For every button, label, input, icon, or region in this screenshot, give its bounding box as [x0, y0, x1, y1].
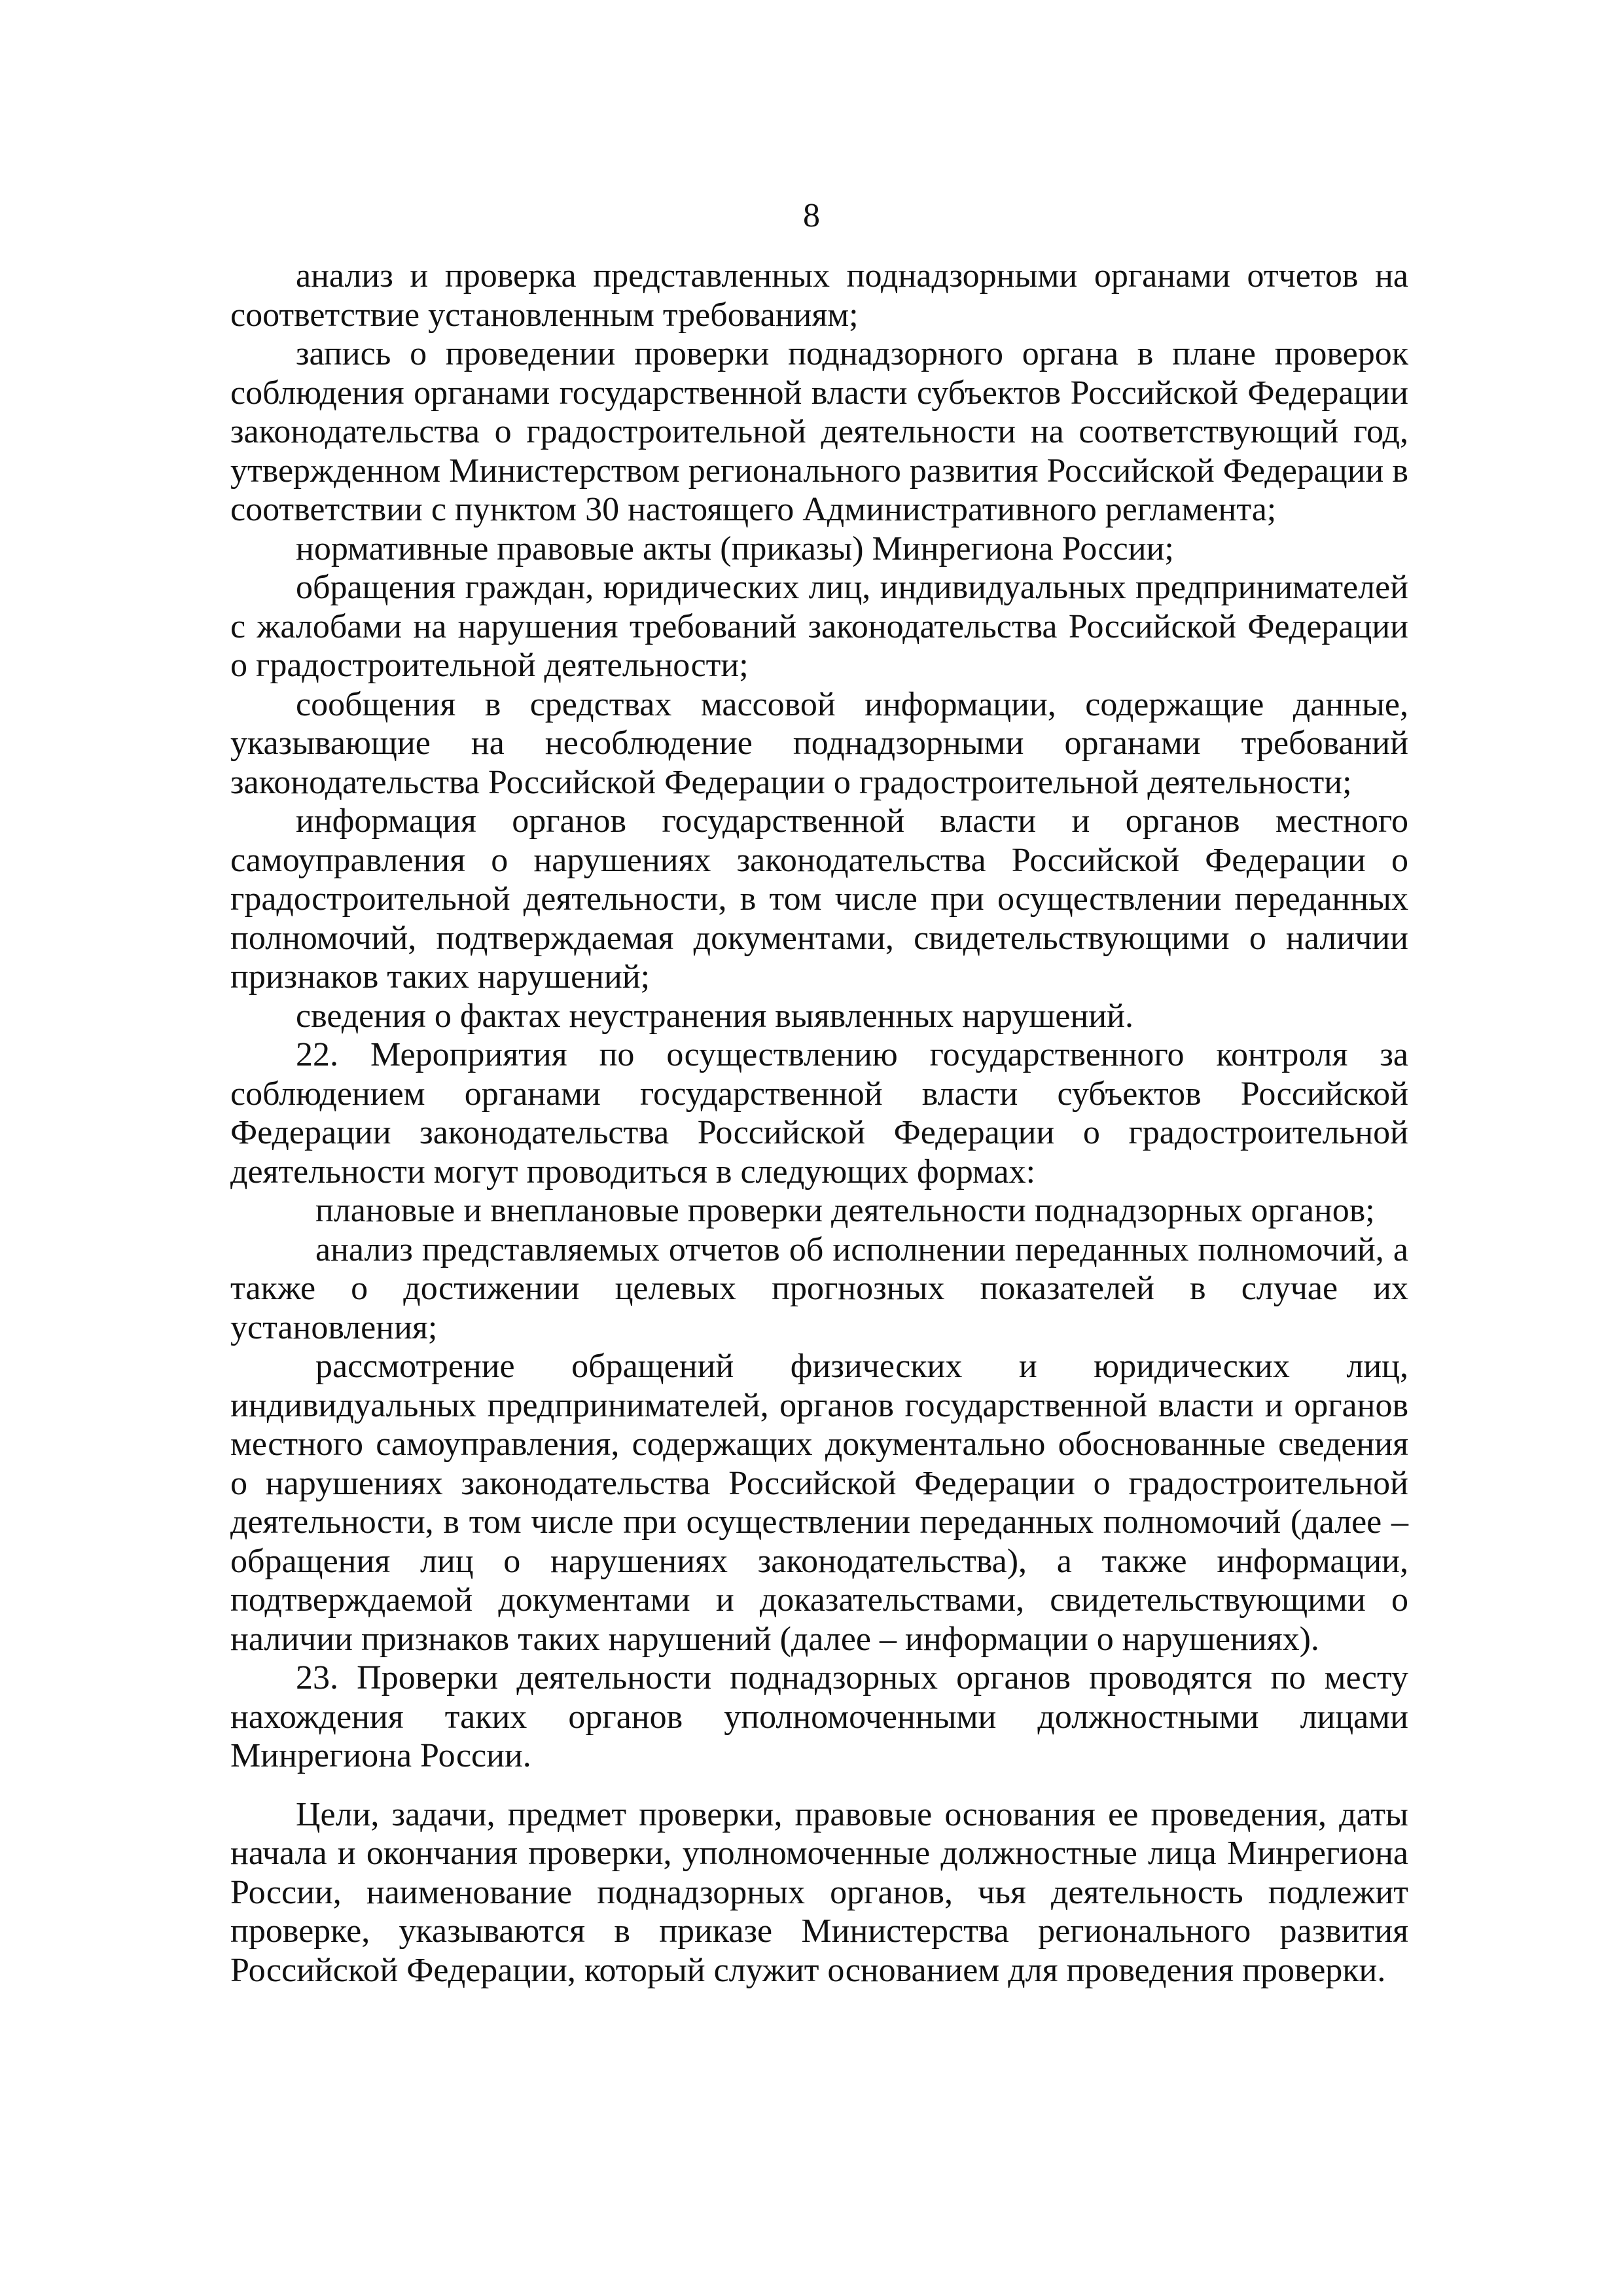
paragraph-section-22: 22. Мероприятия по осуществлению государственного контроля за соблюдением органами государственной власти субъектов Российской Федерации законодательства Российской Федерации о градостроительной деятельности могут проводиться в следующих формах:: [230, 1036, 1408, 1191]
paragraph-authorities-information: информация органов государственной власти и органов местного самоуправления о нарушениях законодательства Российской Федерации о градостроительной деятельности, в том числе при осуществлении переданных полномочий, подтверждаемая документами, свидетельствующими о наличии признаков таких нарушений;: [230, 802, 1408, 996]
paragraph-unresolved-violations: сведения о фактах неустранения выявленных нарушений.: [296, 997, 1133, 1035]
document-body: [230, 257, 1408, 1990]
paragraph-reports-analysis: анализ и проверка представленных поднадзорными органами отчетов на соответствие установленным требованиям;: [230, 257, 1408, 334]
paragraph-inspection-plan-record: запись о проведении проверки поднадзорного органа в плане проверок соблюдения органами государственной власти субъектов Российской Федерации законодательства о градостроительной деятельности на соответствующий год, утвержденном Министерством регионального развития Российской Федерации в соответствии с пунктом 30 настоящего Административного регламента;: [230, 335, 1408, 528]
paragraph-section-23: 23. Проверки деятельности поднадзорных органов проводятся по месту нахождения таких органов уполномоченными должностными лицами Минрегиона России.: [230, 1659, 1408, 1774]
page-number: 8: [803, 197, 820, 234]
paragraph-normative-acts: нормативные правовые акты (приказы) Минрегиона России;: [296, 529, 1174, 567]
paragraph-scheduled-inspections: плановые и внеплановые проверки деятельности поднадзорных органов;: [315, 1192, 1375, 1229]
paragraph-appeals-review: рассмотрение обращений физических и юридических лиц, индивидуальных предпринимателей, органов государственной власти и органов местного самоуправления, содержащих документально обоснованные сведения о нарушениях законодательства Российской Федерации о градостроительной деятельности, в том числе при осуществлении переданных полномочий (далее – обращения лиц о нарушениях законодательства), а также информации, подтверждаемой документами и доказательствами, свидетельствующими о наличии признаков таких нарушений (далее – информации о нарушениях).: [230, 1348, 1408, 1658]
paragraph-media-reports: сообщения в средствах массовой информации, содержащие данные, указывающие на несоблюдение поднадзорными органами требований законодательства Российской Федерации о градостроительной деятельности;: [230, 685, 1408, 801]
paragraph-citizen-complaints: обращения граждан, юридических лиц, индивидуальных предпринимателей с жалобами на нарушения требований законодательства Российской Федерации о градостроительной деятельности;: [230, 569, 1408, 684]
paragraph-reports-review: анализ представляемых отчетов об исполнении переданных полномочий, а также о достижении целевых прогнозных показателей в случае их установления;: [230, 1230, 1408, 1346]
paragraph-inspection-order: Цели, задачи, предмет проверки, правовые основания ее проведения, даты начала и окончания проверки, уполномоченные должностные лица Минрегиона России, наименование поднадзорных органов, чья деятельность подлежит проверке, указываются в приказе Министерства регионального развития Российской Федерации, который служит основанием для проведения проверки.: [230, 1795, 1408, 1989]
